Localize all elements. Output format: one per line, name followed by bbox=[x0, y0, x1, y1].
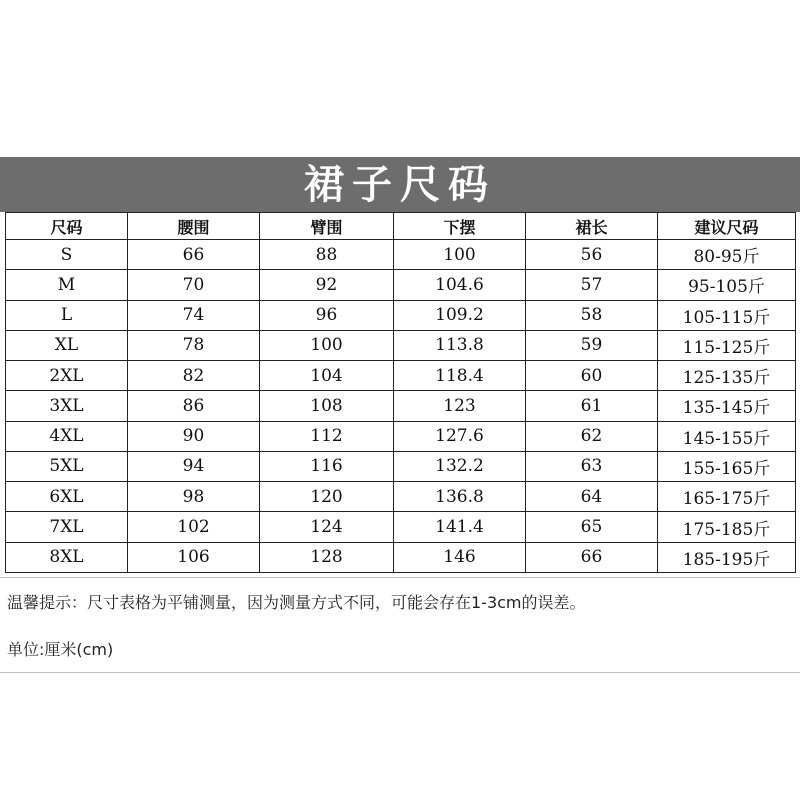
table-cell: 3XL bbox=[6, 391, 128, 421]
divider bbox=[0, 672, 800, 673]
table-cell: 165-175斤 bbox=[658, 482, 796, 512]
table-cell: 5XL bbox=[6, 451, 128, 481]
table-cell: 185-195斤 bbox=[658, 542, 796, 572]
table-cell: 100 bbox=[394, 240, 526, 270]
table-cell: 108 bbox=[260, 391, 394, 421]
table-cell: 116 bbox=[260, 451, 394, 481]
table-cell: 61 bbox=[526, 391, 658, 421]
table-cell: 146 bbox=[394, 542, 526, 572]
table-cell: 56 bbox=[526, 240, 658, 270]
table-row bbox=[6, 391, 796, 421]
header-size: 尺码 bbox=[6, 213, 128, 240]
table-cell: 141.4 bbox=[394, 512, 526, 542]
table-cell: 112 bbox=[260, 421, 394, 451]
table-cell: 123 bbox=[394, 391, 526, 421]
table-cell: 102 bbox=[128, 512, 260, 542]
table-cell: 127.6 bbox=[394, 421, 526, 451]
table-cell: 96 bbox=[260, 300, 394, 330]
measurement-note: 温馨提示：尺寸表格为平铺测量，因为测量方式不同，可能会存在1-3cm的误差。 bbox=[7, 593, 586, 612]
divider bbox=[0, 577, 800, 578]
table-cell: 105-115斤 bbox=[658, 300, 796, 330]
table-cell: 135-145斤 bbox=[658, 391, 796, 421]
table-cell: 66 bbox=[526, 542, 658, 572]
table-cell: 62 bbox=[526, 421, 658, 451]
table-cell: 125-135斤 bbox=[658, 361, 796, 391]
table-cell: 104 bbox=[260, 361, 394, 391]
header-length: 裙长 bbox=[526, 213, 658, 240]
table-cell: 70 bbox=[128, 270, 260, 300]
table-cell: 88 bbox=[260, 240, 394, 270]
table-cell: 155-165斤 bbox=[658, 451, 796, 481]
table-row bbox=[6, 300, 796, 330]
table-row bbox=[6, 330, 796, 360]
table-cell: 58 bbox=[526, 300, 658, 330]
table-cell: 64 bbox=[526, 482, 658, 512]
header-arm: 臂围 bbox=[260, 213, 394, 240]
table-body bbox=[6, 240, 796, 573]
table-row bbox=[6, 512, 796, 542]
table-cell: 63 bbox=[526, 451, 658, 481]
table-cell: 57 bbox=[526, 270, 658, 300]
table-cell: 8XL bbox=[6, 542, 128, 572]
table-cell: L bbox=[6, 300, 128, 330]
table-cell: 106 bbox=[128, 542, 260, 572]
size-chart-table bbox=[5, 212, 796, 573]
table-cell: XL bbox=[6, 330, 128, 360]
table-cell: 65 bbox=[526, 512, 658, 542]
table-cell: 113.8 bbox=[394, 330, 526, 360]
page-title: 裙子尺码 bbox=[304, 161, 496, 208]
header-recommended: 建议尺码 bbox=[658, 213, 796, 240]
title-banner bbox=[0, 157, 800, 212]
table-cell: 59 bbox=[526, 330, 658, 360]
table-cell: 94 bbox=[128, 451, 260, 481]
table-cell: 104.6 bbox=[394, 270, 526, 300]
unit-label: 单位:厘米(cm) bbox=[7, 640, 114, 659]
table-row bbox=[6, 421, 796, 451]
table-cell: 74 bbox=[128, 300, 260, 330]
header-waist: 腰围 bbox=[128, 213, 260, 240]
table-cell: 78 bbox=[128, 330, 260, 360]
table-cell: 120 bbox=[260, 482, 394, 512]
table-row bbox=[6, 482, 796, 512]
table-cell: 95-105斤 bbox=[658, 270, 796, 300]
table-cell: 100 bbox=[260, 330, 394, 360]
table-cell: 175-185斤 bbox=[658, 512, 796, 542]
table-cell: 60 bbox=[526, 361, 658, 391]
table-cell: 128 bbox=[260, 542, 394, 572]
table-cell: 80-95斤 bbox=[658, 240, 796, 270]
table-cell: 132.2 bbox=[394, 451, 526, 481]
table-cell: M bbox=[6, 270, 128, 300]
table-cell: 6XL bbox=[6, 482, 128, 512]
table-row bbox=[6, 270, 796, 300]
table-cell: 124 bbox=[260, 512, 394, 542]
table-cell: 136.8 bbox=[394, 482, 526, 512]
table-cell: 109.2 bbox=[394, 300, 526, 330]
table-cell: 82 bbox=[128, 361, 260, 391]
table-cell: 4XL bbox=[6, 421, 128, 451]
table-header-row bbox=[6, 213, 796, 240]
table-cell: 118.4 bbox=[394, 361, 526, 391]
table-cell: 86 bbox=[128, 391, 260, 421]
table-cell: 98 bbox=[128, 482, 260, 512]
table-cell: 66 bbox=[128, 240, 260, 270]
table-row bbox=[6, 542, 796, 572]
header-hem: 下摆 bbox=[394, 213, 526, 240]
table-row bbox=[6, 240, 796, 270]
table-row bbox=[6, 451, 796, 481]
table-cell: 92 bbox=[260, 270, 394, 300]
table-cell: 2XL bbox=[6, 361, 128, 391]
table-cell: 7XL bbox=[6, 512, 128, 542]
table-cell: 115-125斤 bbox=[658, 330, 796, 360]
table-cell: S bbox=[6, 240, 128, 270]
table-row bbox=[6, 361, 796, 391]
table-cell: 145-155斤 bbox=[658, 421, 796, 451]
table-cell: 90 bbox=[128, 421, 260, 451]
